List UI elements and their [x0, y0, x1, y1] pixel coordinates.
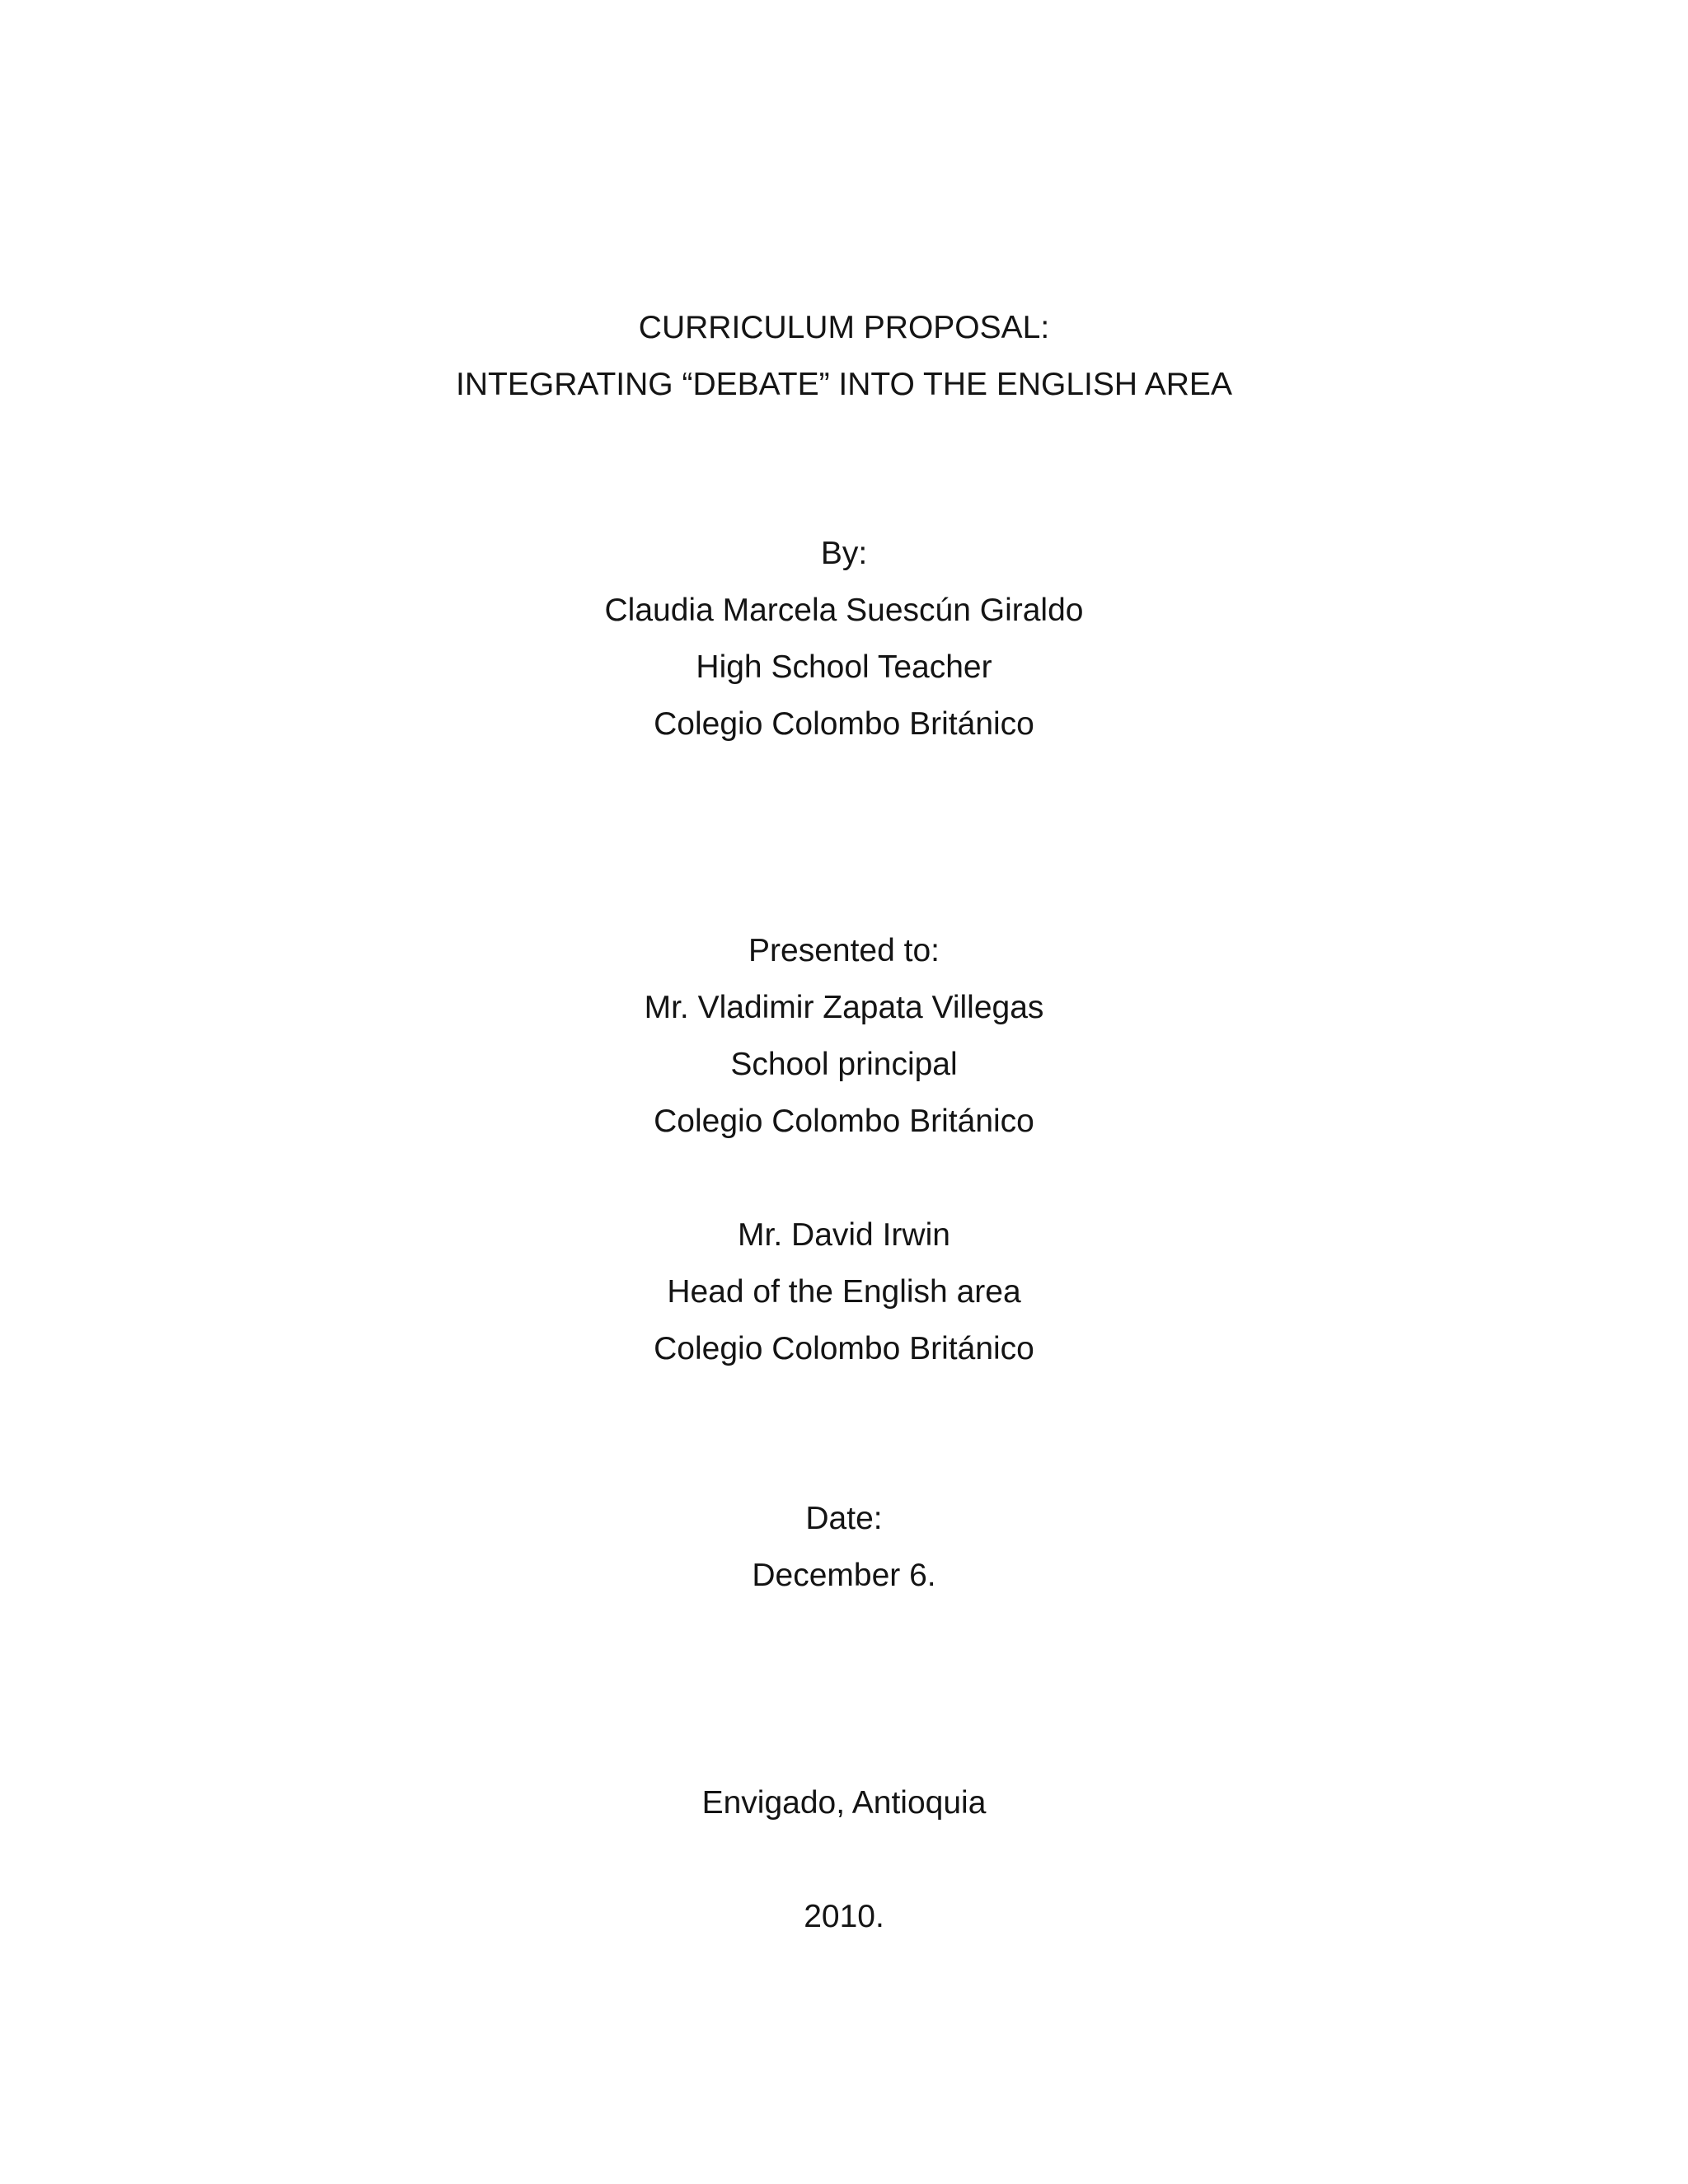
- author-name: Claudia Marcela Suescún Giraldo: [604, 593, 1084, 628]
- author-institution: Colegio Colombo Británico: [654, 706, 1034, 742]
- recipient-role: Head of the English area: [667, 1274, 1021, 1310]
- author-role: High School Teacher: [696, 649, 992, 685]
- year: 2010.: [804, 1899, 884, 1934]
- recipient-role: School principal: [730, 1047, 958, 1082]
- recipient-name: Mr. Vladimir Zapata Villegas: [644, 990, 1044, 1025]
- title-line-2: INTEGRATING “DEBATE” INTO THE ENGLISH AREA: [456, 367, 1232, 402]
- author-label: By:: [820, 536, 868, 571]
- presented-to-label: Presented to:: [748, 933, 940, 968]
- recipient-institution: Colegio Colombo Británico: [654, 1104, 1034, 1139]
- date-label: Date:: [805, 1501, 883, 1536]
- date-value: December 6.: [752, 1558, 936, 1593]
- recipient-institution: Colegio Colombo Británico: [654, 1331, 1034, 1366]
- place: Envigado, Antioquia: [701, 1785, 987, 1821]
- recipient-name: Mr. David Irwin: [738, 1217, 950, 1253]
- title-line-1: CURRICULUM PROPOSAL:: [638, 310, 1050, 345]
